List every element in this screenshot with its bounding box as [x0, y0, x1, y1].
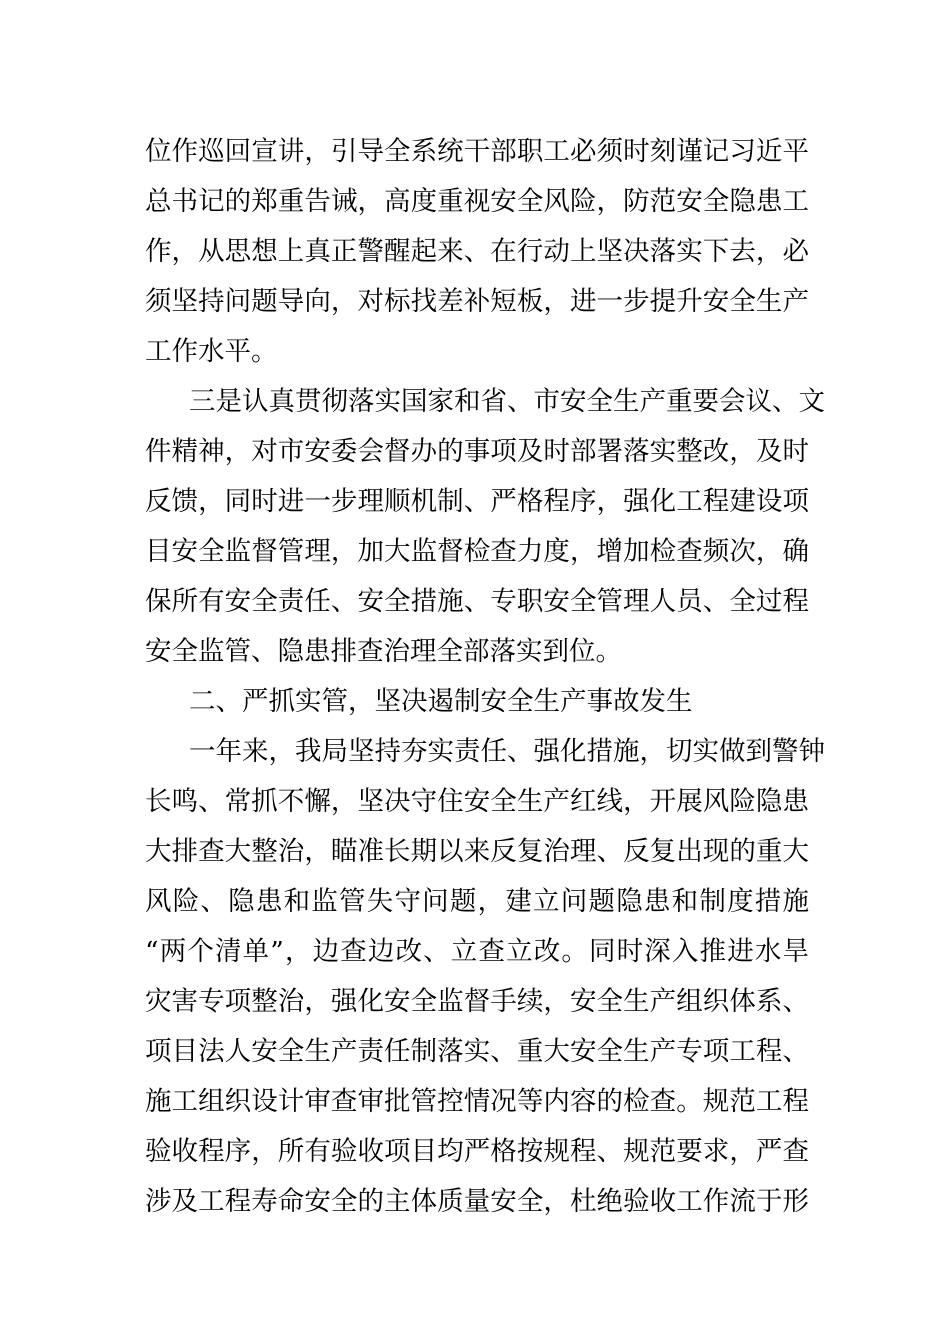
text-line: 安全监管、隐患排查治理全部落实到位。 [145, 636, 622, 667]
text-line: 项目法人安全生产责任制落实、重大安全生产专项工程、 [145, 1036, 809, 1067]
text-line: 涉及工程寿命安全的主体质量安全，杜绝验收工作流于形 [145, 1186, 809, 1217]
text-line: 目安全监督管理，加大监督检查力度，增加检查频次，确 [145, 536, 809, 567]
text-line: 总书记的郑重告诫，高度重视安全风险，防范安全隐患工 [145, 186, 809, 217]
paragraph-continuation [145, 127, 809, 377]
paragraph-point-three [145, 377, 825, 677]
text-line: 长鸣、常抓不懈，坚决守住安全生产红线，开展风险隐患 [145, 786, 809, 817]
text-line: 作，从思想上真正警醒起来、在行动上坚决落实下去，必 [145, 236, 809, 267]
text-line: 工作水平。 [145, 336, 278, 367]
section-heading: 二、严抓实管，坚决遏制安全生产事故发生 [189, 686, 693, 717]
text-line: 反馈，同时进一步理顺机制、严格程序，强化工程建设项 [145, 486, 809, 517]
text-line: 灾害专项整治，强化安全监督手续，安全生产组织体系、 [145, 986, 809, 1017]
text-line: 验收程序，所有验收项目均严格按规程、规范要求，严查 [145, 1136, 809, 1167]
paragraph-section-two [145, 727, 825, 1227]
text-line: 须坚持问题导向，对标找差补短板，进一步提升安全生产 [145, 286, 809, 317]
text-line: 位作巡回宣讲，引导全系统干部职工必须时刻谨记习近平 [145, 136, 809, 167]
text-line: 大排查大整治，瞄准长期以来反复治理、反复出现的重大 [145, 836, 809, 867]
text-line: 施工组织设计审查审批管控情况等内容的检查。规范工程 [145, 1086, 809, 1117]
text-line: 保所有安全责任、安全措施、专职安全管理人员、全过程 [145, 586, 809, 617]
text-line: 件精神，对市安委会督办的事项及时部署落实整改，及时 [145, 436, 809, 467]
document-body [145, 127, 825, 1227]
text-line: “两个清单”，边查边改、立查立改。同时深入推进水旱 [145, 936, 809, 967]
text-line: 一年来，我局坚持夯实责任、强化措施，切实做到警钟 [189, 736, 825, 767]
text-line: 风险、隐患和监管失守问题，建立问题隐患和制度措施 [145, 886, 809, 917]
text-line: 三是认真贯彻落实国家和省、市安全生产重要会议、文 [189, 386, 825, 417]
